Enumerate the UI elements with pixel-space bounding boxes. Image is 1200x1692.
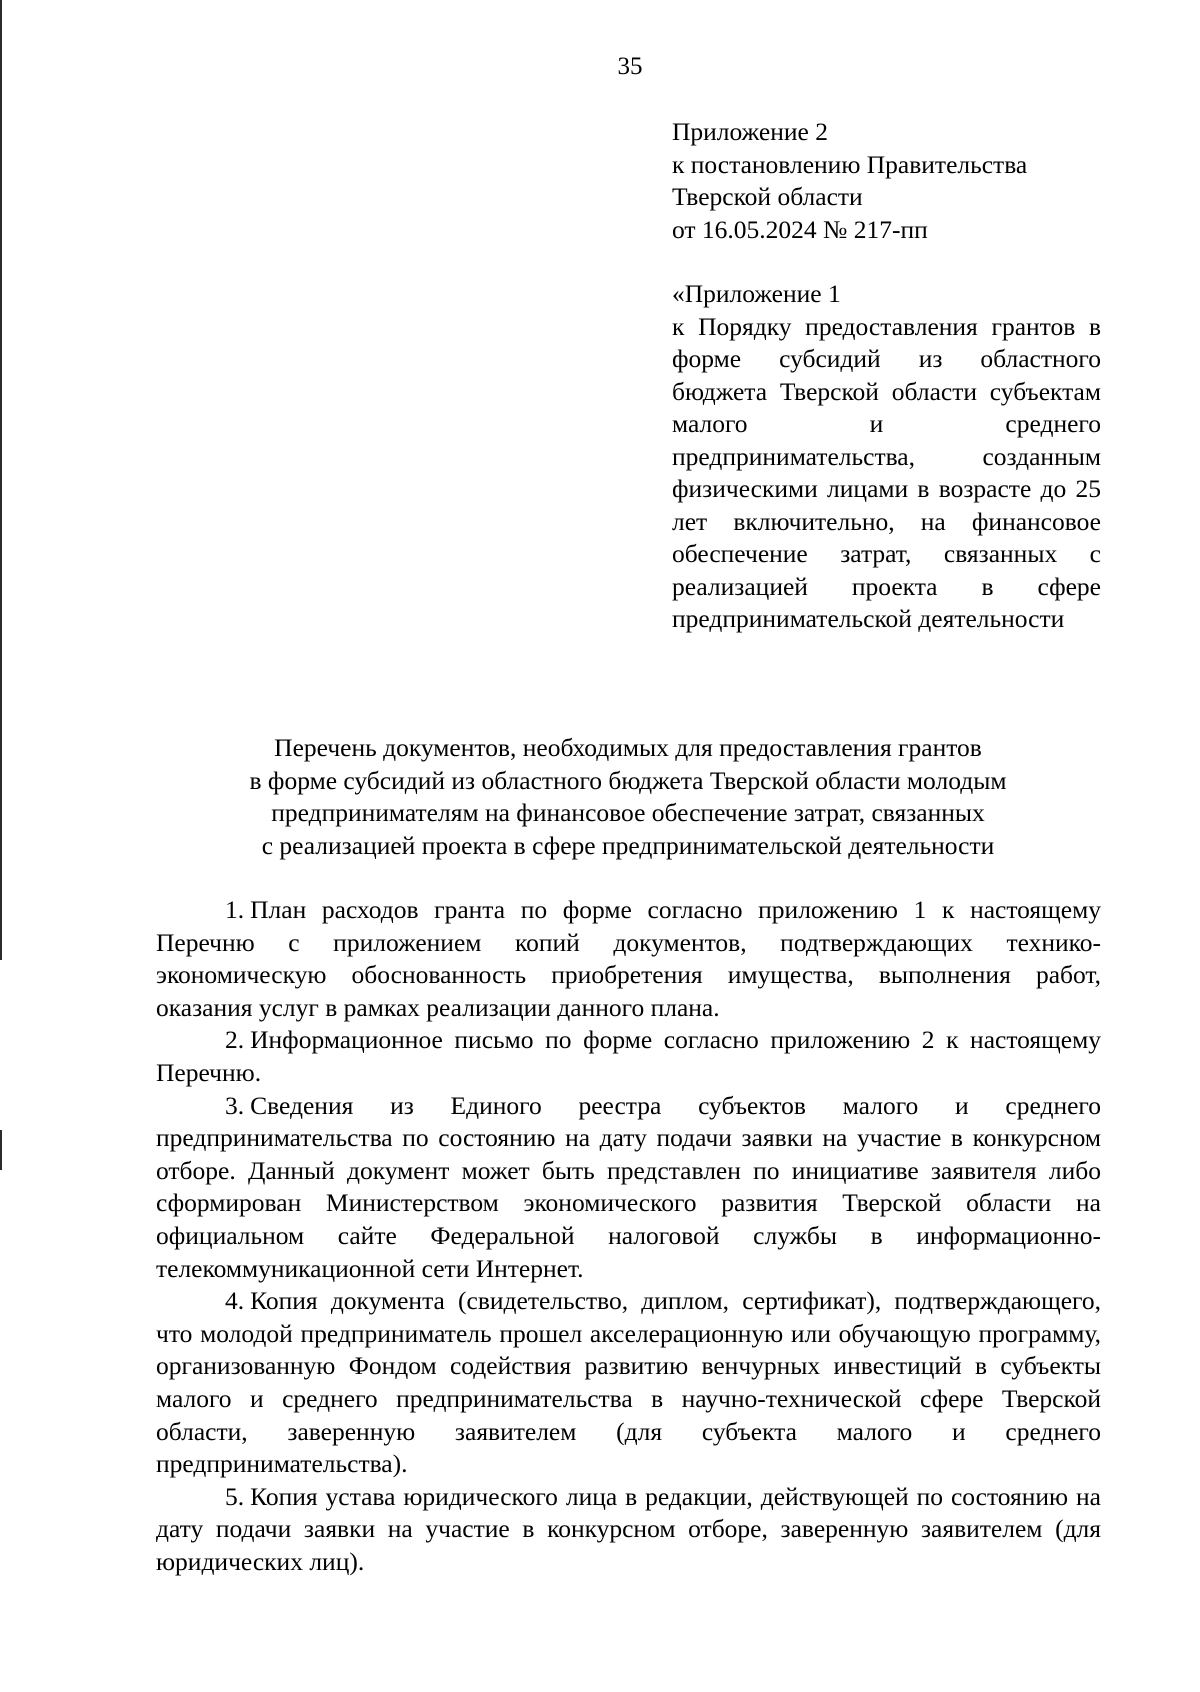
appendix-header-line: от 16.05.2024 № 217-пп (672, 214, 928, 244)
list-item-number: 5. (225, 1481, 245, 1511)
appendix-reference (672, 278, 1101, 636)
list-item (156, 1090, 1101, 1286)
appendix-reference-title: «Приложение 1 (672, 279, 841, 308)
list-item-text: Сведения из Единого реестра субъектов малого и среднего предпринимательства по состоянию на дату подачи заявки на участие в конкурсном отборе. Данный документ может быть представлен по инициативе заявителя либо сформирован Министерством экономического развития Тверской области на официальном сайте Федеральной налоговой службы в информационно-телекоммуникационной сети Интернет. (156, 1090, 1101, 1283)
document-title (160, 732, 1096, 863)
list-item-text: Информационное письмо по форме согласно приложению 2 к настоящему Перечню. (156, 1025, 1101, 1087)
appendix-reference-body: к Порядку предоставления грантов в форме субсидий из областного бюджета Тверской области субъектам малого и среднего предпринимательства, созданным физическими лицами в возрасте до 25 лет включительно, на финансовое обеспечение затрат, связанных с реализацией проекта в сфере предпринимательской деятельности (672, 311, 1101, 633)
list-item (156, 1481, 1101, 1579)
list-item-number: 1. (225, 895, 245, 924)
list-item-text: Копия документа (свидетельство, диплом, сертификат), подтверждающего, что молодой предприниматель прошел акселерационную или обучающую программу, организованную Фондом содействия развитию венчурных инвестиций в субъекты малого и среднего предпринимательства в научно-технической сфере Тверской области, заверенную заявителем (для субъекта малого и среднего предпринимательства). (156, 1286, 1101, 1479)
appendix-header-line: Тверской области (672, 182, 863, 211)
scan-edge-mark (0, 0, 2, 960)
list-item (156, 894, 1101, 1024)
scan-edge-mark (0, 1130, 2, 1170)
list-item-number: 4. (225, 1286, 245, 1316)
page-number: 35 (617, 53, 643, 80)
list-item (156, 1285, 1101, 1481)
appendix-header (672, 116, 1102, 246)
document-title-line: с реализацией проекта в сфере предпринимательской деятельности (261, 831, 995, 861)
document-list (156, 894, 1101, 1578)
appendix-header-line: Приложение 2 (672, 117, 828, 146)
document-title-line: предпринимателям на финансовое обеспечение затрат, связанных (271, 798, 985, 828)
list-item-text: План расходов гранта по форме согласно приложению 1 к настоящему Перечню с приложением копий документов, подтверждающих технико-экономическую обоснованность приобретения имущества, выполнения работ, оказания услуг в рамках реализации данного плана. (156, 895, 1101, 1022)
list-item-text: Копия устава юридического лица в редакции, действующей по состоянию на дату подачи заявки на участие в конкурсном отборе, заверенную заявителем (для юридических лиц). (156, 1481, 1101, 1576)
list-item-number: 3. (225, 1090, 245, 1120)
list-item-number: 2. (225, 1025, 245, 1055)
document-title-line: Перечень документов, необходимых для предоставления грантов (274, 733, 982, 762)
list-item (156, 1024, 1101, 1089)
document-title-line: в форме субсидий из областного бюджета Тверской области молодым (249, 765, 1007, 795)
appendix-header-line: к постановлению Правительства (672, 149, 1028, 179)
